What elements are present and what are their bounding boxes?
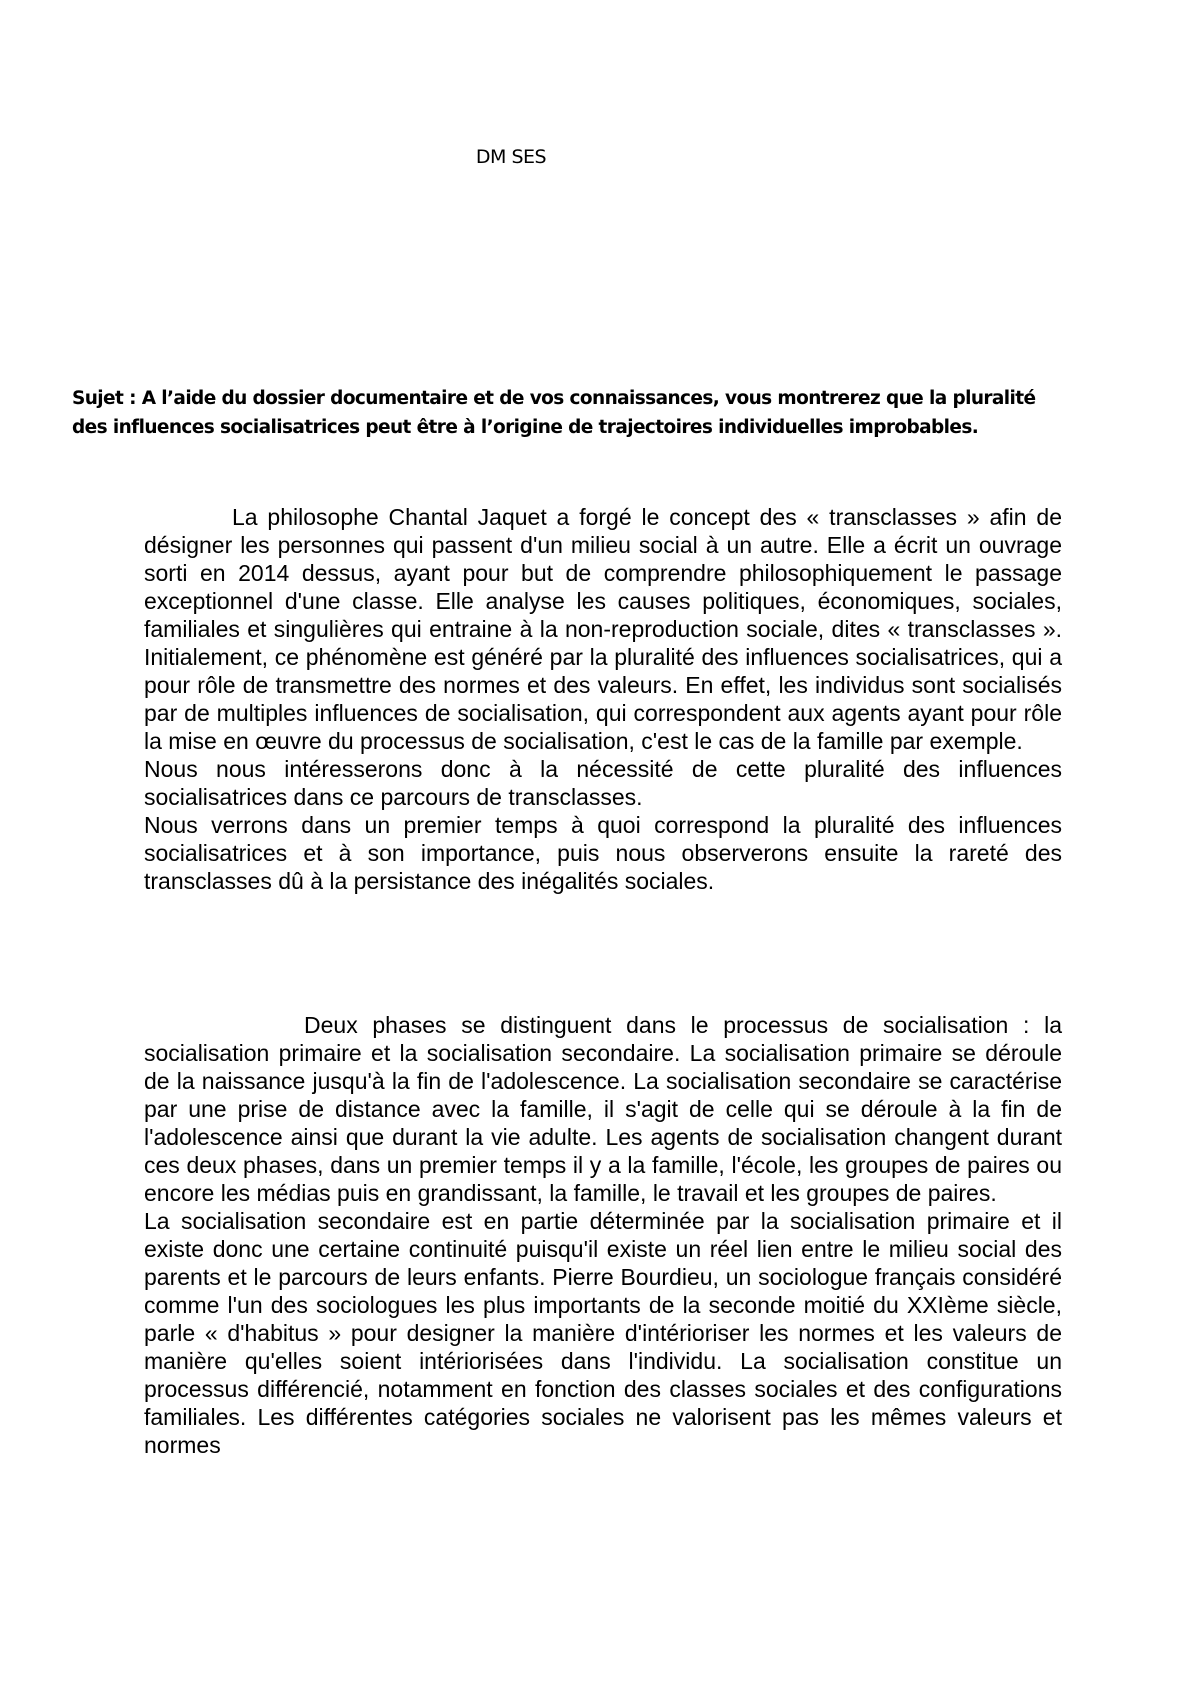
intro-paragraph-1: La philosophe Chantal Jaquet a forgé le concept des « transclasses » afin de désigner les personnes qui passent d'un milieu social à un autre. Elle a écrit un ouvrage sorti en 2014 dessus, ayant pour but de comprendre philosophiquement le passage exceptionnel d'une classe. Elle analyse les causes politiques, économiques, sociales, familiales et singulières qui entraine à la non-reproduction sociale, dites « transclasses ». Initialement, ce phénomène est généré par la pluralité des influences socialisatrices, qui a pour rôle de transmettre des normes et des valeurs. En effet, les individus sont socialisés par de multiples influences de socialisation, qui correspondent aux agents ayant pour rôle la mise en œuvre du processus de socialisation, c'est le cas de la famille par exemple. [144,504,1062,754]
part1-section [144,1011,1062,1459]
subject-statement: Sujet : A l’aide du dossier documentaire et de vos connaissances, vous montrerez que la pluralité des influences socialisatrices peut être à l’origine de trajectoires individuelles improbables. [72,388,1036,438]
intro-paragraph-2: Nous nous intéresserons donc à la nécessité de cette pluralité des influences socialisatrices dans ce parcours de transclasses. [144,756,1062,810]
part1-paragraph-2: La socialisation secondaire est en partie déterminée par la socialisation primaire et il existe donc une certaine continuité puisqu'il existe un réel lien entre le milieu social des parents et le parcours de leurs enfants. Pierre Bourdieu, un sociologue français considéré comme l'un des sociologues les plus importants de la seconde moitié du XXIème siècle, parle « d'habitus » pour designer la manière d'intérioriser les normes et les valeurs de manière qu'elles soient intériorisées dans l'individu. La socialisation constitue un processus différencié, notamment en fonction des classes sociales et des configurations familiales. Les différentes catégories sociales ne valorisent pas les mêmes valeurs et normes [144,1208,1062,1458]
intro-paragraph-3: Nous verrons dans un premier temps à quoi correspond la pluralité des influences socialisatrices et à son importance, puis nous observerons ensuite la rareté des transclasses dû à la persistance des inégalités sociales. [144,812,1062,894]
document-title: DM SES [475,146,547,168]
introduction-section [144,503,1062,895]
part1-paragraph-1: Deux phases se distinguent dans le processus de socialisation : la socialisation primaire et la socialisation secondaire. La socialisation primaire se déroule de la naissance jusqu'à la fin de l'adolescence. La socialisation secondaire se caractérise par une prise de distance avec la famille, il s'agit de celle qui se déroule à la fin de l'adolescence ainsi que durant la vie adulte. Les agents de socialisation changent durant ces deux phases, dans un premier temps il y a la famille, l'école, les groupes de paires ou encore les médias puis en grandissant, la famille, le travail et les groupes de paires. [144,1012,1062,1206]
